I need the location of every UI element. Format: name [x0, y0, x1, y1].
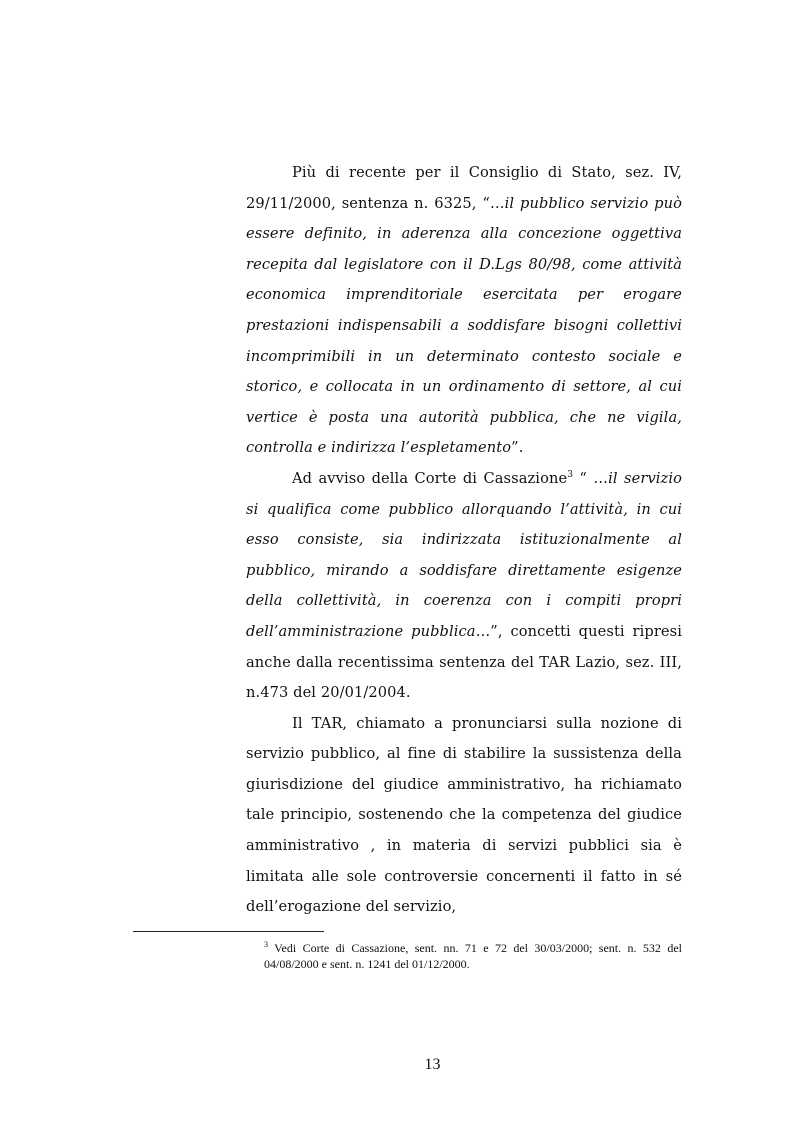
- footnote: [264, 940, 682, 972]
- paragraph-text: Più di recente per il Consiglio di Stato, sez. IV, 29/11/2000, sentenza n. 6325, “: [246, 164, 682, 212]
- paragraph-text: Ad avviso della Corte di Cassazione: [292, 469, 568, 487]
- paragraph-text: ”.: [511, 439, 524, 457]
- footnote-separator: [133, 931, 324, 932]
- paragraph-tar: [246, 709, 682, 923]
- footnote-text: Vedi Corte di Cassazione, sent. nn. 71 e 72 del 30/03/2000; sent. n. 532 del 04/08/2000 e sent. n. 1241 del 01/12/2000.: [264, 941, 682, 971]
- quoted-text-italic: …il servizio si qualifica come pubblico allorquando l’attività, in cui esso consiste, sia indirizzata istituzionalmente al pubblico, mirando a soddisfare direttamente esigenze della collettività, in coerenza con i compiti propri dell’amministrazione pubblica…: [246, 469, 682, 640]
- paragraph-corte-di-cassazione: [246, 464, 682, 709]
- paragraph-text: Il TAR, chiamato a pronunciarsi sulla nozione di servizio pubblico, al fine di stabilire la sussistenza della giurisdizione del giudice amministrativo, ha richiamato tale principio, sostenendo che la competenza del giudice amministrativo , in materia di servizi pubblici sia è limitata alle sole controversie concernenti il fatto in sé dell’erogazione del servizio,: [246, 714, 682, 916]
- quoted-text-italic: …il pubblico servizio può essere definito, in aderenza alla concezione oggettiva recepita dal legislatore con il D.Lgs 80/98, come attività economica imprenditoriale esercitata per erogare prestazioni indispensabili a soddisfare bisogni collettivi incomprimibili in un determinato contesto sociale e storico, e collocata in un ordinamento di settore, al cui vertice è posta una autorità pubblica, che ne vigila, controlla e indirizza l’espletamento: [246, 194, 683, 457]
- page-number: 13: [424, 1056, 441, 1073]
- paragraph-text: ”, concetti questi ripresi anche dalla recentissima sentenza del TAR Lazio, sez. III, n.473 del 20/01/2004.: [246, 622, 683, 702]
- footnote-number: 3: [264, 940, 268, 949]
- footnote-reference: 3: [567, 470, 574, 481]
- paragraph-text: “: [573, 469, 594, 487]
- paragraph-consiglio-di-stato: [246, 158, 682, 464]
- body-text: [246, 158, 682, 923]
